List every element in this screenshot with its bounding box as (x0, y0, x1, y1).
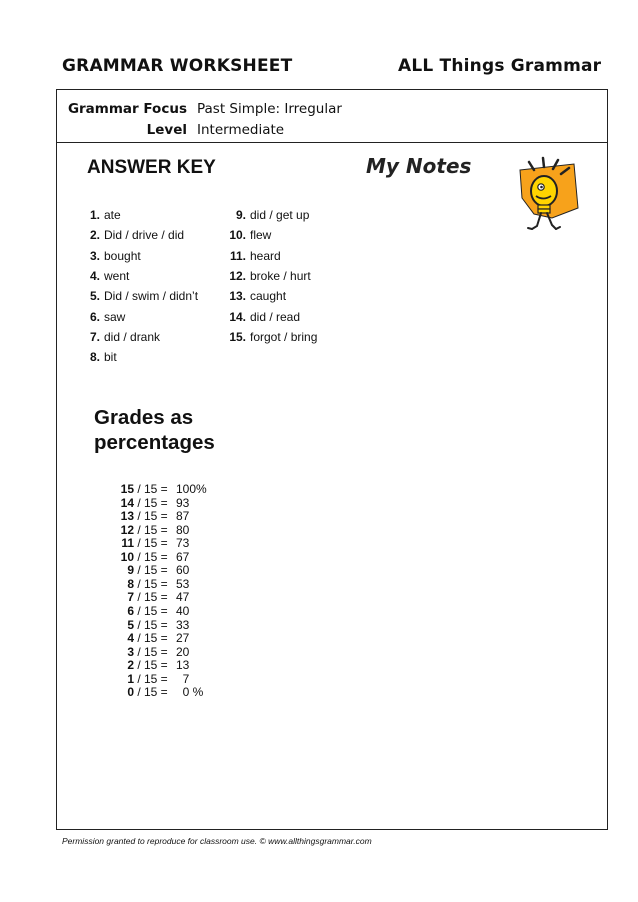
answer-item (83, 208, 121, 222)
grade-score: 0 (127, 685, 134, 700)
answer-number: 4. (89, 268, 100, 283)
grade-score: 2 (127, 658, 134, 673)
answer-text: did / read (250, 309, 301, 324)
answer-text: ate (104, 208, 121, 222)
grade-score: 10 (120, 549, 134, 564)
answer-text: flew (250, 228, 272, 243)
grade-denominator: / 15 = (134, 644, 168, 659)
answer-text: bought (104, 248, 141, 263)
grade-score: 9 (127, 563, 134, 578)
grade-percent: 0 % (176, 685, 204, 700)
focus-value: Past Simple: Irregular (197, 101, 342, 117)
grade-percent: 73 (176, 536, 190, 551)
grade-denominator: / 15 = (134, 658, 168, 673)
answer-item (83, 350, 117, 364)
answer-text: Did / drive / did (104, 228, 185, 243)
grade-row (100, 563, 189, 577)
answer-number: 14. (229, 309, 246, 324)
grade-row (100, 509, 189, 523)
answer-number: 10. (229, 228, 246, 243)
answer-item (223, 330, 317, 344)
grade-denominator: / 15 = (134, 495, 168, 510)
answer-number: 5. (89, 289, 100, 304)
grade-row (100, 577, 189, 591)
answer-item (223, 310, 300, 324)
answer-number: 1. (89, 208, 100, 222)
grade-percent: 7 (176, 671, 190, 686)
answer-text: did / drank (104, 329, 161, 344)
grade-row (100, 590, 189, 604)
grade-score: 13 (120, 509, 134, 524)
answer-number: 8. (89, 350, 100, 365)
answer-text: forgot / bring (250, 329, 318, 344)
grade-score: 11 (121, 536, 134, 551)
grade-denominator: / 15 = (134, 576, 168, 591)
grade-score: 4 (127, 631, 134, 646)
answer-item (223, 249, 281, 263)
answer-text: caught (250, 289, 287, 304)
grade-score: 7 (127, 590, 134, 605)
grade-denominator: / 15 = (134, 482, 168, 496)
grammar-focus-band (57, 90, 607, 143)
grade-percent: 27 (176, 631, 190, 646)
my-notes-title: My Notes (366, 154, 472, 178)
level-label: Level (146, 122, 187, 138)
grade-row (100, 523, 189, 537)
grade-percent: 33 (176, 617, 190, 632)
answer-number: 7. (89, 329, 100, 344)
grade-percent: 47 (176, 590, 190, 605)
grade-denominator: / 15 = (134, 522, 168, 537)
answer-item (83, 269, 129, 283)
grade-percent: 20 (176, 644, 190, 659)
answer-text: saw (104, 309, 126, 324)
answer-text: heard (250, 248, 281, 263)
grade-row (100, 496, 189, 510)
answer-number: 15. (229, 329, 246, 344)
grade-percent: 40 (176, 603, 190, 618)
answer-text: broke / hurt (250, 268, 311, 283)
answer-item (83, 249, 141, 263)
grade-denominator: / 15 = (134, 509, 168, 524)
grade-row (100, 631, 189, 645)
grade-percent: 93 (176, 495, 190, 510)
grade-score: 6 (127, 603, 134, 618)
permission-footer: Permission granted to reproduce for classroom use. © www.allthingsgrammar.com (62, 836, 372, 846)
grade-denominator: / 15 = (134, 685, 168, 700)
grade-denominator: / 15 = (134, 563, 168, 578)
grade-row (100, 645, 189, 659)
answer-text: Did / swim / didn’t (104, 289, 199, 304)
grade-row (100, 482, 207, 496)
answer-item (223, 208, 309, 222)
grade-row (100, 550, 189, 564)
answer-number: 9. (235, 208, 246, 222)
grade-row (100, 685, 203, 699)
answer-item (83, 310, 125, 324)
grades-title-line2: percentages (94, 431, 215, 454)
grade-denominator: / 15 = (134, 549, 168, 564)
grade-row (100, 672, 189, 686)
worksheet-title: GRAMMAR WORKSHEET (62, 56, 293, 76)
answer-item (223, 289, 286, 303)
answer-item (223, 228, 271, 242)
level-value: Intermediate (197, 122, 285, 138)
answer-number: 6. (89, 309, 100, 324)
grade-percent: 60 (176, 563, 190, 578)
grades-title (94, 405, 215, 455)
grade-score: 15 (120, 482, 134, 496)
grade-score: 5 (127, 617, 134, 632)
grade-row (100, 604, 189, 618)
answer-item (83, 228, 184, 242)
grade-percent: 53 (176, 576, 190, 591)
grade-denominator: / 15 = (134, 631, 168, 646)
answer-text: did / get up (250, 208, 310, 222)
answer-item (223, 269, 311, 283)
grade-row (100, 536, 189, 550)
grade-denominator: / 15 = (134, 671, 168, 686)
answer-text: went (104, 268, 130, 283)
grade-denominator: / 15 = (134, 617, 168, 632)
grade-percent: 80 (176, 522, 190, 537)
grade-percent: 100% (176, 482, 207, 496)
grade-score: 1 (127, 671, 134, 686)
grade-score: 14 (120, 495, 134, 510)
grade-percent: 13 (176, 658, 190, 673)
grade-score: 12 (120, 522, 134, 537)
answer-number: 11. (229, 248, 246, 263)
answer-text: bit (104, 350, 117, 365)
answer-number: 13. (229, 289, 246, 304)
answer-item (83, 289, 198, 303)
grades-title-line1: Grades as (94, 406, 194, 429)
grade-score: 8 (127, 576, 134, 591)
grade-denominator: / 15 = (134, 536, 168, 551)
grade-score: 3 (127, 644, 134, 659)
grade-percent: 67 (176, 549, 190, 564)
grade-row (100, 658, 189, 672)
answer-number: 12. (229, 268, 246, 283)
answer-key-title: ANSWER KEY (87, 157, 216, 178)
lightbulb-character-icon (512, 156, 584, 238)
brand-title: ALL Things Grammar (398, 56, 602, 76)
answer-number: 2. (89, 228, 100, 243)
focus-label: Grammar Focus (67, 101, 187, 117)
grade-denominator: / 15 = (134, 603, 168, 618)
grade-row (100, 618, 189, 632)
grade-denominator: / 15 = (134, 590, 168, 605)
grade-percent: 87 (176, 509, 190, 524)
answer-number: 3. (89, 248, 100, 263)
answer-item (83, 330, 160, 344)
